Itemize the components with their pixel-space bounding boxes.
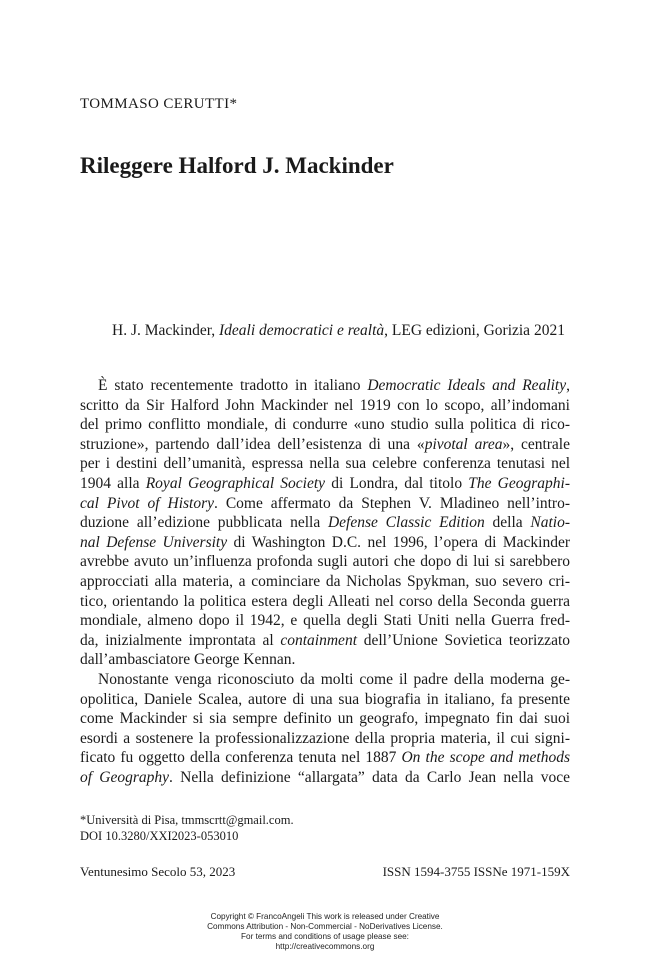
footnote-doi: DOI 10.3280/XXI2023-053010 bbox=[80, 829, 239, 843]
body-line bbox=[80, 415, 570, 435]
body-line bbox=[80, 611, 570, 631]
italic-text: cal Pivot of History bbox=[80, 494, 215, 512]
text-segment: . Nella definizione “allargata” data da Carlo Jean nella voce bbox=[169, 768, 571, 786]
text-segment: È stato recentemente tradotto in italiano bbox=[98, 377, 368, 394]
italic-text: nal Defense University bbox=[80, 533, 228, 551]
body-line bbox=[80, 572, 570, 592]
text-segment: da, inizialmente improntata al bbox=[80, 631, 281, 649]
body-line bbox=[80, 435, 570, 455]
text-segment: come Mackinder si sia sempre definito un geografo, impegnato fin dai suoi bbox=[80, 710, 570, 728]
text-segment: , bbox=[566, 377, 570, 394]
text-segment: di Londra, dal titolo bbox=[325, 474, 469, 492]
body-line bbox=[80, 513, 570, 533]
italic-text: On the scope and methods bbox=[401, 749, 570, 767]
license-line: Copyright © FrancoAngeli This work is released under Creative bbox=[210, 912, 440, 921]
text-segment: della bbox=[484, 514, 531, 532]
text-segment: dell’Unione Sovietica teorizzato bbox=[357, 631, 571, 649]
body-text bbox=[80, 376, 570, 787]
text-segment: struzione», partendo dall’idea dell’esistenza di una « bbox=[80, 435, 425, 453]
body-line bbox=[80, 474, 570, 494]
text-segment: opolitica, Daniele Scalea, autore di una sua biografia in italiano, fa presente bbox=[80, 690, 570, 708]
body-line bbox=[80, 533, 570, 553]
italic-text: Democratic Ideals and Reality bbox=[367, 377, 567, 394]
italic-text: of Geography bbox=[80, 768, 170, 786]
reviewed-book-reference bbox=[112, 322, 565, 340]
reviewed-book-title: Ideali democratici e realtà bbox=[219, 322, 385, 339]
text-segment: duzione all’edizione pubblicata nella bbox=[80, 514, 328, 532]
text-segment: », centrale bbox=[502, 435, 570, 453]
body-line bbox=[80, 631, 570, 651]
text-segment: per i destini dell’umanità, espressa nella sua celebre conferenza tenutasi nel bbox=[80, 455, 570, 473]
italic-text: containment bbox=[280, 631, 357, 649]
license-link[interactable]: http://creativecommons.org bbox=[275, 942, 375, 951]
italic-text: Defense Classic Edition bbox=[327, 514, 485, 532]
body-line bbox=[80, 494, 570, 514]
body-line bbox=[80, 729, 570, 749]
body-line bbox=[80, 690, 570, 710]
license-line: For terms and conditions of usage please see: bbox=[241, 932, 409, 941]
body-line bbox=[80, 396, 570, 416]
text-segment: approcciati alla materia, a cominciare da Nicholas Spykman, suo severo cri- bbox=[80, 572, 570, 590]
italic-text: Natio- bbox=[530, 514, 571, 532]
journal-reference: Ventunesimo Secolo 53, 2023 bbox=[80, 864, 236, 879]
body-line bbox=[80, 768, 570, 788]
italic-text: Royal Geographical Society bbox=[145, 474, 326, 492]
text-segment: Nonostante venga riconosciuto da molti come il padre della moderna ge- bbox=[98, 670, 570, 688]
text-segment: . Come affermato da Stephen V. Mladineo nell’intro- bbox=[214, 494, 571, 512]
body-line bbox=[80, 748, 570, 768]
license-notice bbox=[0, 912, 650, 952]
article-title: Rileggere Halford J. Mackinder bbox=[80, 153, 394, 178]
text-segment: esordi a sostenere la professionalizzazione della propria materia, il cui signi- bbox=[80, 729, 570, 747]
text-segment: scritto da Sir Halford John Mackinder nel 1919 con lo scopo, all’indomani bbox=[80, 396, 570, 414]
footnote-affiliation: *Università di Pisa, tmmscrtt@gmail.com. bbox=[80, 813, 294, 827]
author-name: TOMMASO CERUTTI* bbox=[80, 96, 238, 112]
license-line: Commons Attribution - Non-Commercial - NoDerivatives License. bbox=[207, 922, 443, 931]
text-segment: del primo conflitto mondiale, di condurre «uno studio sulla politica di rico- bbox=[80, 416, 570, 434]
body-line bbox=[80, 592, 570, 612]
text-segment: avrebbe avuto un’influenza profonda sugli autori che dopo di lui si sarebbero bbox=[80, 553, 570, 571]
body-line bbox=[80, 650, 570, 670]
body-line bbox=[80, 670, 570, 690]
text-segment: di Washington D.C. nel 1996, l’opera di Mackinder bbox=[227, 533, 570, 551]
body-line bbox=[80, 376, 570, 396]
reviewed-book-author: H. J. Mackinder, bbox=[112, 322, 219, 339]
text-segment: dall’ambasciatore George Kennan. bbox=[80, 651, 296, 669]
footnote bbox=[80, 812, 294, 844]
italic-text: The Geographi- bbox=[468, 474, 571, 492]
body-line bbox=[80, 552, 570, 572]
text-segment: 1904 alla bbox=[80, 474, 146, 492]
text-segment: ficato fu oggetto della conferenza tenuta nel 1887 bbox=[80, 749, 402, 767]
issn: ISSN 1594-3755 ISSNe 1971-159X bbox=[382, 864, 570, 879]
body-line bbox=[80, 709, 570, 729]
body-line bbox=[80, 454, 570, 474]
reviewed-book-publisher: , LEG edizioni, Gorizia 2021 bbox=[384, 322, 565, 339]
italic-text: pivotal area bbox=[424, 435, 503, 453]
text-segment: mondiale, almeno dopo il 1942, e quella degli Stati Uniti nella Guerra fred- bbox=[80, 612, 570, 630]
text-segment: tico, orientando la politica estera degli Alleati nel corso della Seconda guerra bbox=[80, 592, 570, 610]
